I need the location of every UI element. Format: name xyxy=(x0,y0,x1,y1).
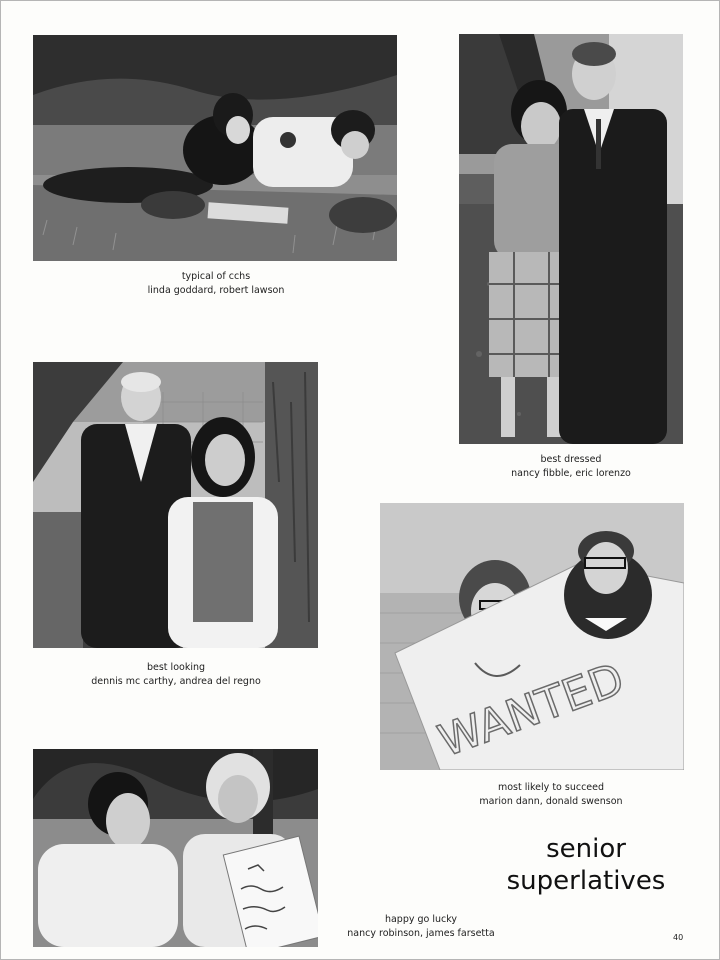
page-title xyxy=(491,833,681,897)
caption-title: best dressed xyxy=(540,454,602,465)
photo-typical-of-cchs xyxy=(33,35,397,261)
caption-best-looking xyxy=(71,661,281,689)
photo-most-likely-to-succeed xyxy=(380,503,684,770)
caption-title: most likely to succeed xyxy=(497,782,605,793)
photo-happy-go-lucky xyxy=(33,749,318,947)
caption-title: happy go lucky xyxy=(384,914,458,925)
caption-names: dennis mc carthy, andrea del regno xyxy=(91,676,261,687)
caption-names: linda goddard, robert lawson xyxy=(147,285,285,296)
wanted-sign-text: WANTED xyxy=(432,653,631,768)
photo-best-looking xyxy=(33,362,318,648)
page-title-line2: superlatives xyxy=(506,866,666,896)
page-number: 40 xyxy=(673,933,684,942)
caption-best-dressed xyxy=(471,453,671,481)
caption-names: nancy fibble, eric lorenzo xyxy=(511,468,631,479)
caption-title: best looking xyxy=(146,662,206,673)
caption-typical-of-cchs xyxy=(111,270,321,298)
caption-names: marion dann, donald swenson xyxy=(479,796,623,807)
caption-happy-go-lucky xyxy=(326,913,516,941)
caption-names: nancy robinson, james farsetta xyxy=(347,928,495,939)
caption-most-likely-to-succeed xyxy=(441,781,661,809)
page-title-line1: senior xyxy=(546,834,626,864)
photo-best-dressed xyxy=(459,34,683,444)
caption-title: typical of cchs xyxy=(181,271,251,282)
